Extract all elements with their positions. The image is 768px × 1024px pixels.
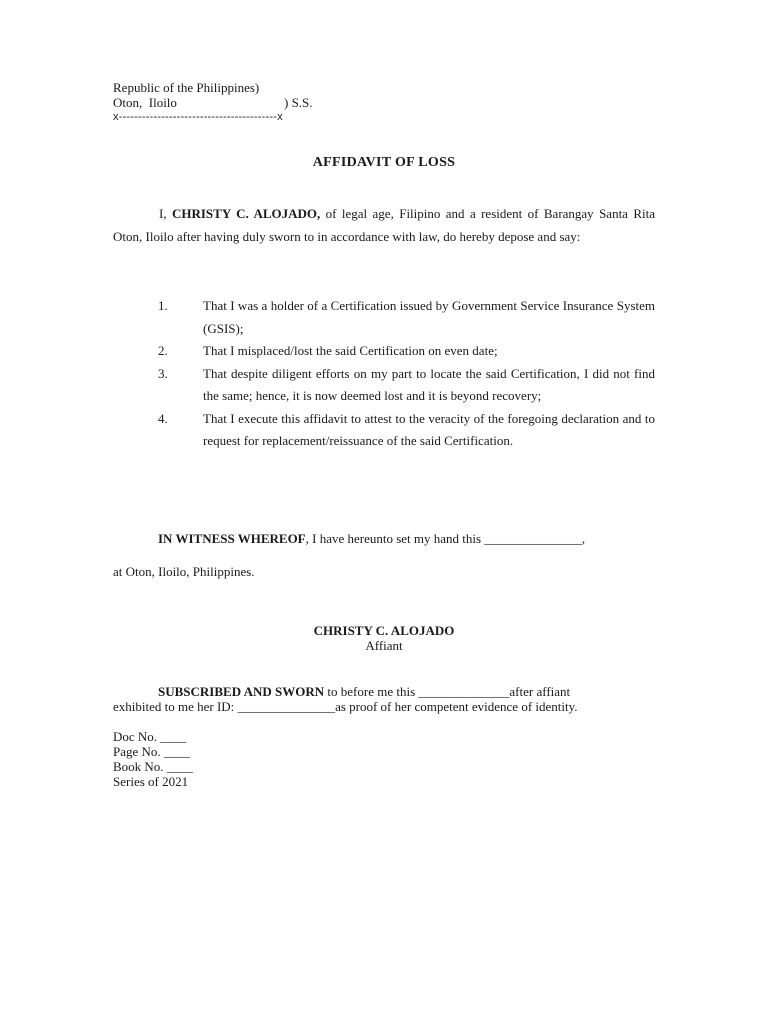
witness-heading: IN WITNESS WHEREOF [158,531,306,546]
jurat-id-text: as proof of her competent evidence of identity. [335,699,578,714]
affiant-name: CHRISTY C. ALOJADO, [171,206,321,221]
list-item [113,408,655,453]
witness-location: at Oton, Iloilo, Philippines. [113,564,255,579]
jurat-id-blank: _______________ [237,699,336,714]
doc-number: Doc No. ____ [113,729,187,744]
item-text: That I misplaced/lost the said Certification on even date; [203,343,498,358]
jurat-line-2 [113,699,578,715]
witness-clause [158,531,585,547]
jurat-text-2: after affiant [509,684,571,699]
item-number: 3. [158,365,168,381]
item-text: That despite diligent efforts on my part to locate the said Certification, I did not find the same; hence, it is now deemed lost and it is beyond recovery; [203,365,655,403]
item-text: That I execute this affidavit to attest to the veracity of the foregoing declaration and to request for replacement/reissuance of the said Certification. [203,410,655,448]
caption-ss: ) S.S. [284,95,313,110]
intro-prefix: I, [159,206,172,221]
witness-text: , I have hereunto set my hand this [305,531,485,546]
page-number: Page No. ____ [113,744,190,759]
caption-divider: x-----------------------------------------x [113,111,283,123]
jurat-text-1: to before me this [324,684,419,699]
caption-place: Oton, Iloilo [113,95,177,110]
list-item [113,295,655,340]
item-number: 2. [158,343,168,358]
list-item [113,363,655,408]
book-number: Book No. ____ [113,759,193,774]
statements-list [113,295,655,453]
caption-republic: Republic of the Philippines) [113,80,260,95]
jurat-line-1 [158,684,570,700]
document-title: AFFIDAVIT OF LOSS [312,155,456,170]
signatory-role: Affiant [365,638,403,653]
intro-paragraph [113,203,655,248]
item-text: That I was a holder of a Certification issued by Government Service Insurance System (GSIS); [203,298,655,336]
series-year: Series of 2021 [113,774,189,789]
jurat-id-label: exhibited to me her ID: [113,699,238,714]
jurat-heading: SUBSCRIBED AND SWORN [158,684,325,699]
signatory-name: CHRISTY C. ALOJADO [313,623,455,638]
list-item [113,340,655,363]
item-number: 1. [158,298,168,313]
item-number: 4. [158,410,168,426]
intro-text: of legal age, Filipino and a resident of Barangay Santa Rita Oton, Iloilo after having duly sworn to in accordance with law, do hereby depose and say: [113,206,656,244]
witness-date-blank: _______________ [484,531,582,546]
witness-end: , [581,531,586,546]
jurat-date-blank: ______________ [418,684,510,699]
